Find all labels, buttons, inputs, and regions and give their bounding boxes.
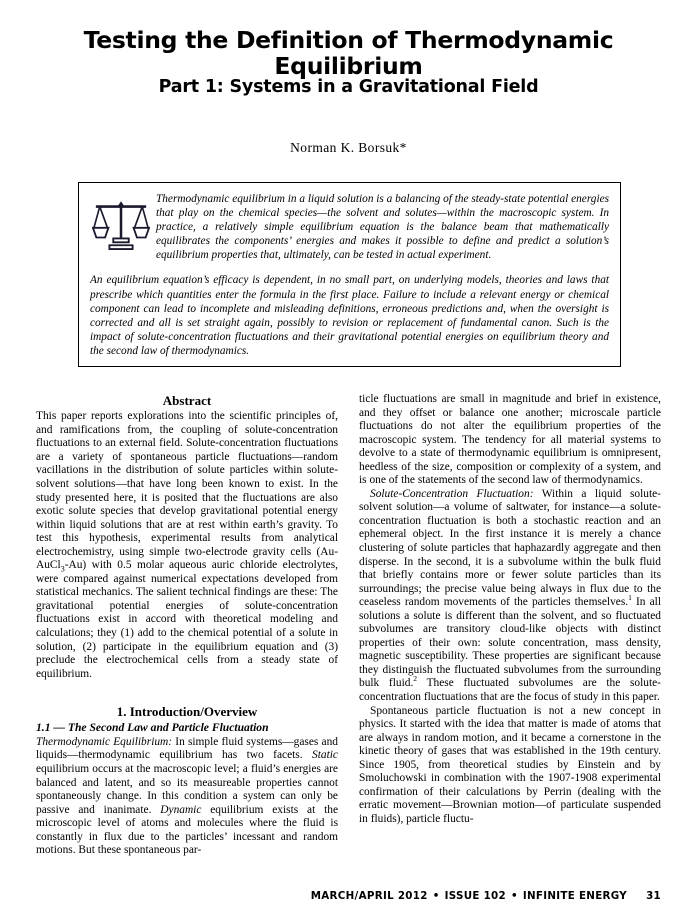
intro-text-c: equilibrium exists at the microscopic level of atoms and molecules where the fluid is constantly in flux due to the particles’ incessant and random motions. But these spontaneous par-: [36, 803, 339, 857]
balance-scales-icon: [92, 194, 150, 252]
introduction-paragraph-1: [36, 736, 338, 858]
page-footer: [36, 890, 661, 902]
intro-italic-dynamic: Dynamic: [160, 803, 202, 816]
intro-text-b: equilibrium occurs at the macroscopic level; a fluid’s energies are balanced and latent, and so its measureable properties cannot spontaneously change. In this condition a system can only be passive and inanimate.: [36, 763, 338, 816]
abstract-heading: Abstract: [162, 393, 212, 408]
lead-abstract-box: [78, 182, 621, 367]
page-title: Testing the Definition of Thermodynamic Equilibrium: [83, 26, 614, 80]
lead-paragraph-1: Thermodynamic equilibrium in a liquid solution is a balancing of the steady-state potential energies that play on the chemical species—the solvent and solutes—within the macroscopic system. In practice, a relatively simple equilibrium equation is the balance beam that mathematically equilibrates the components’ energies and makes it possible to define and predict a solution’s equilibrium properties that, ultimately, can be tested in actual experiment.: [156, 193, 609, 262]
intro-text-a: In simple fluid systems—gases and liquids—thermodynamic equilibrium has two facets.: [36, 735, 338, 762]
right-column: [359, 393, 661, 827]
footer-separator-1: •: [432, 890, 440, 902]
abstract-paragraph: [36, 410, 338, 681]
right-paragraph-solute-fluctuation: [359, 488, 661, 705]
footer-publication: INFINITE ENERGY: [522, 890, 628, 902]
footer-issue-number: ISSUE 102: [444, 890, 506, 902]
footer-page-number: 31: [646, 890, 661, 902]
intro-run-in-lead: Thermodynamic Equilibrium:: [36, 735, 173, 748]
solute-run-in-lead: Solute-Concentration Fluctuation:: [370, 487, 534, 500]
footer-issue-date: MARCH/APRIL 2012: [310, 890, 428, 902]
solute-text-a: Within a liquid solute-solvent solution—a volume of saltwater, for instance—a solute-concentration fluctuation is both a stochastic reaction and an ephemeral object. In the first instance it is merely a chance clustering of solute particles that haphazardly aggregate and then disperse. In the second, it is a subvolume within the bulk fluid that briefly contains more or fewer solute particles than its surroundings; the precise value being always in flux due to the ceaseless random movements of the particles themselves.: [359, 487, 661, 609]
solute-text-b: In all solutions a solute is different than the solvent, and so fluctuated subvolumes are transitory cloud-like objects with distinct properties of their own: solute concentration, mass density, magnetic susceptibility. These properties are significant because they distinguish the fluctuated subvolumes from the surrounding bulk fluid.: [359, 596, 661, 690]
section-spacer: [36, 681, 338, 704]
introduction-subheading: 1.1 — The Second Law and Particle Fluctuation: [36, 721, 269, 735]
intro-italic-static: Static: [312, 749, 338, 762]
lead-paragraph-2: An equilibrium equation’s efficacy is dependent, in no small part, on underlying models, theories and laws that prescribe which quantities enter the formula in the first place. Failure to include a relevant energy or chemical component can lead to incomplete and misleading definitions, erroneous predictions and, when the oversight is corrected and all is set straight again, possibly to revision or replacement of fundamental canon. Such is the impact of solute-concentration fluctuations and their gravitational potential energies on equilibrium theory and the second law of thermodynamics.: [90, 274, 609, 357]
left-column: [36, 393, 338, 858]
footnote-marker-2: 2: [413, 674, 418, 684]
page-subtitle: Part 1: Systems in a Gravitational Field: [158, 77, 539, 97]
introduction-heading: 1. Introduction/Overview: [116, 704, 258, 720]
solute-text-c: These fluctuated subvolumes are the solute-concentration fluctuations that are the focus of study in this paper.: [359, 677, 661, 704]
abstract-text-part-2: -Au) with 0.5 molar aqueous auric chloride electrolytes, were compared against numerical expectations developed from statistical mechanics. The salient technical findings are these: The gravitational potential energies of solute-concentration fluctuations exist in accord with theoretical modeling and calculations; they (1) add to the chemical potential of a solute in solution, (2) participate in the equilibrium equation and (3) preclude the electrochemical cells from a steady state of equilibrium.: [36, 559, 338, 680]
right-paragraph-continued: ticle fluctuations are small in magnitude and brief in existence, and they offset or balance one another; microscale particle fluctuations do not alter the equilibrium properties of the macroscopic system. The tendency for all material systems to devolve to a state of thermodynamic equilibrium is omnipresent, heedless of the size, composition or complexity of a system, and is one of the statements of the second law of thermodynamics.: [359, 393, 661, 487]
footnote-marker-1: 1: [628, 593, 632, 603]
abstract-text-part-1: This paper reports explorations into the scientific principles of, and ramifications from, the coupling of solute-concentration fluctuations to an external field. Solute-concentration fluctuations are a variety of spontaneous particle fluctuations—random vacillations in the distribution of solute particles within solute-solvent solutions—that have long been known to exist. In the study presented here, it is posited that the fluctuations are also exotic solute species that develop gravitational potential energy within liquid solutions that are at rest within earth’s gravity. To test this hypothesis, experimental results from analytical electrochemistry, using simple two-electrode gravity cells (Au-AuCl: [36, 410, 338, 572]
footer-separator-2: •: [510, 890, 518, 902]
author-byline: Norman K. Borsuk*: [290, 140, 407, 155]
abstract-subscript-3: 3: [60, 564, 65, 574]
lead-box-inner: [79, 183, 620, 366]
right-paragraph-history: Spontaneous particle fluctuation is not a new concept in physics. It started with the idea that matter is made of atoms that are always in random motion, and it became a cornerstone in the kinetic theory of gases that was established in the 19th century. Since 1905, from theoretical studies by Einstein and by Smoluchowski in combination with the 1907-1908 experimental confirmation of their calculations by Perrin (dealing with the erratic movement—Brownian motion—of particulate suspended in fluids), particle fluctu-: [359, 704, 661, 825]
